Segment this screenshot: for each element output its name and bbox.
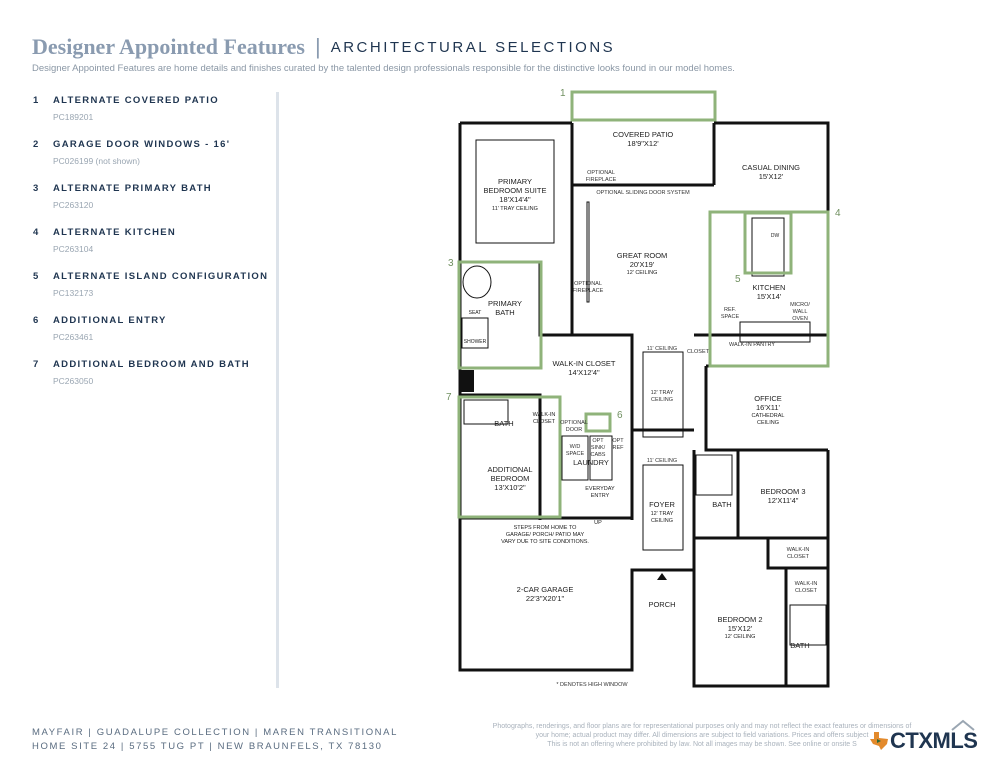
- divider-line: [276, 92, 279, 688]
- room-dims: 22'3"X20'1": [525, 594, 565, 603]
- room-name: LAUNDRY: [573, 458, 609, 467]
- micro-label: WALL: [792, 309, 808, 315]
- room-dims: 18'X14'4": [499, 195, 531, 204]
- room-name: GREAT ROOM: [616, 251, 668, 260]
- ref-label: REF.: [724, 307, 736, 313]
- fireplace-label: OPTIONAL: [574, 281, 602, 287]
- page-title: Designer Appointed Features: [32, 34, 305, 59]
- feature-item: [33, 183, 273, 227]
- steps-note: STEPS FROM HOME TO: [513, 525, 577, 531]
- room-name: KITCHEN: [752, 283, 786, 292]
- marker-label: 1: [560, 88, 566, 99]
- closet-label: CLOSET: [786, 554, 810, 560]
- disclaimer: [492, 722, 912, 749]
- feature-number: 3: [33, 183, 40, 194]
- room-ceiling: 12' CEILING: [724, 634, 756, 640]
- fireplace-label: OPTIONAL: [587, 170, 615, 176]
- marker-label: 6: [617, 410, 623, 421]
- steps-note: VARY DUE TO SITE CONDITIONS.: [501, 539, 589, 545]
- entry-label: EVERYDAY: [585, 486, 615, 492]
- feature-item: [33, 95, 273, 139]
- sink-label: OPT: [592, 438, 604, 444]
- ref-label: OPT: [612, 438, 624, 444]
- room-name: OFFICE: [754, 394, 782, 403]
- feature-code: PC132173: [53, 288, 94, 298]
- room-name: BATH: [712, 500, 732, 509]
- room-name: CASUAL DINING: [741, 163, 801, 172]
- page-subtitle: ARCHITECTURAL SELECTIONS: [330, 38, 616, 56]
- intro-text: Designer Appointed Features are home details and finishes curated by the talented design professionals responsible for the distinctive looks found in our model homes.: [32, 63, 735, 74]
- room-dims: 12'X11'4": [767, 496, 799, 505]
- feature-title: ALTERNATE KITCHEN: [53, 227, 177, 238]
- room-name: BEDROOM 3: [760, 487, 806, 496]
- room-dims: 20'X19': [629, 260, 655, 269]
- feature-code: PC263104: [53, 244, 94, 254]
- room-name: BATH: [790, 641, 810, 650]
- feature-code: PC189201: [53, 112, 94, 122]
- room-dims: 14'X12'4": [568, 368, 600, 377]
- wd-label: W/D: [569, 444, 581, 450]
- ref-label: SPACE: [720, 314, 740, 320]
- feature-number: 1: [33, 95, 40, 106]
- room-name: WALK-IN CLOSET: [552, 359, 616, 368]
- room-name: BEDROOM 2: [717, 615, 763, 624]
- footer-line: MAYFAIR | GUADALUPE COLLECTION | MAREN TRANSITIONAL: [32, 727, 398, 738]
- room-ceiling: 12' TRAY: [650, 511, 674, 517]
- sliding-door-label: OPTIONAL SLIDING DOOR SYSTEM: [596, 190, 690, 196]
- disclaimer-line: Photographs, renderings, and floor plans are for representational purposes only and may not reflect the exact features or dimensions of: [492, 723, 912, 730]
- feature-item: [33, 227, 273, 271]
- feature-title: ADDITIONAL BEDROOM AND BATH: [53, 359, 250, 370]
- house-icon: [950, 718, 976, 732]
- feature-code: PC263120: [53, 200, 94, 210]
- ctxmls-logo: [868, 728, 977, 754]
- footer-address: [32, 726, 398, 754]
- feature-list: [33, 95, 273, 403]
- ceiling-label: 11' CEILING: [646, 346, 678, 352]
- marker-label: 5: [735, 274, 741, 285]
- disclaimer-line: This is not an offering where prohibited by law. Not all images may be shown. See online or onsite S: [547, 741, 857, 748]
- steps-note: GARAGE/ PORCH/ PATIO MAY: [505, 532, 585, 538]
- closet-label: WALK-IN: [786, 547, 810, 553]
- room-name: BEDROOM SUITE: [483, 186, 547, 195]
- sink-label: CABS: [590, 452, 606, 458]
- closet-label: CLOSET: [686, 349, 710, 355]
- feature-number: 7: [33, 359, 40, 370]
- feature-title: ALTERNATE ISLAND CONFIGURATION: [53, 271, 269, 282]
- closet-label: WALK-IN: [794, 581, 818, 587]
- title-separator: |: [314, 34, 321, 59]
- room-name: 2-CAR GARAGE: [516, 585, 574, 594]
- room-name: ADDITIONAL: [487, 465, 533, 474]
- stairs-label: UP: [594, 520, 602, 526]
- room-ceiling: CEILING: [756, 420, 780, 426]
- room-dims: 15'X12': [727, 624, 753, 633]
- fireplace-label: FIREPLACE: [585, 177, 617, 183]
- room-ceiling: 12' CEILING: [626, 270, 658, 276]
- room-name: PORCH: [648, 600, 676, 609]
- feature-item: [33, 139, 273, 183]
- room-dims: 16'X11': [756, 403, 780, 412]
- high-window-note: * DENOTES HIGH WINDOW: [556, 682, 628, 688]
- feature-item: [33, 271, 273, 315]
- feature-item: [33, 315, 273, 359]
- sink-label: SINK/: [590, 445, 606, 451]
- room-dims: 13'X10'2": [494, 483, 526, 492]
- room-name: PRIMARY: [487, 299, 523, 308]
- room-ceiling: CATHEDRAL: [751, 413, 785, 419]
- floor-plan: [440, 85, 840, 695]
- feature-title: ALTERNATE COVERED PATIO: [53, 95, 219, 106]
- feature-code: PC263461: [53, 332, 94, 342]
- ceiling-label: 12' TRAY: [650, 390, 674, 396]
- ceiling-label: 11' CEILING: [646, 458, 678, 464]
- room-name: COVERED PATIO: [612, 130, 674, 139]
- marker-label: 3: [448, 258, 454, 269]
- pantry-label: WALK-IN PANTRY: [728, 342, 776, 348]
- wd-label: SPACE: [565, 451, 585, 457]
- door-label: DOOR: [565, 427, 583, 433]
- fireplace-label: FIREPLACE: [572, 288, 604, 294]
- room-name: BATH: [494, 419, 514, 428]
- room-name: BATH: [495, 308, 515, 317]
- feature-number: 5: [33, 271, 40, 282]
- closet-label: CLOSET: [532, 419, 556, 425]
- disclaimer-line: your home; actual product may differ. All dimensions are subject to field variations. Prices and offers subject: [535, 732, 869, 739]
- feature-number: 4: [33, 227, 40, 238]
- room-dims: 15'X14': [756, 292, 782, 301]
- room-name: FOYER: [649, 500, 675, 509]
- dw-label: DW: [770, 233, 780, 239]
- marker-label: 7: [446, 392, 452, 403]
- feature-item: [33, 359, 273, 403]
- room-dims: 18'9"X12': [627, 139, 659, 148]
- feature-number: 6: [33, 315, 40, 326]
- room-ceiling: 11' TRAY CEILING: [492, 206, 538, 212]
- entry-label: ENTRY: [590, 493, 610, 499]
- feature-code: PC263050: [53, 376, 94, 386]
- feature-code: PC026199 (not shown): [53, 156, 140, 166]
- marker-label: 4: [835, 208, 841, 219]
- room-ceiling: CEILING: [650, 518, 674, 524]
- seat-label: SEAT: [468, 310, 482, 316]
- room-name: BEDROOM: [490, 474, 530, 483]
- footer-line: HOME SITE 24 | 5755 TUG PT | NEW BRAUNFELS, TX 78130: [32, 741, 383, 752]
- texas-icon: [868, 730, 890, 752]
- feature-title: GARAGE DOOR WINDOWS - 16': [53, 139, 231, 150]
- ref-label: REF: [612, 445, 624, 451]
- room-name: PRIMARY: [497, 177, 533, 186]
- logo-text: CTXMLS: [890, 728, 978, 753]
- micro-label: OVEN: [792, 316, 808, 322]
- feature-number: 2: [33, 139, 40, 150]
- room-dims: 15'X12': [758, 172, 784, 181]
- feature-title: ADDITIONAL ENTRY: [53, 315, 167, 326]
- shower-label: SHOWER: [463, 339, 487, 345]
- closet-label: WALK-IN: [532, 412, 556, 418]
- page-header: [32, 34, 615, 60]
- feature-title: ALTERNATE PRIMARY BATH: [53, 183, 212, 194]
- closet-label: CLOSET: [794, 588, 818, 594]
- door-label: OPTIONAL: [560, 420, 588, 426]
- micro-label: MICRO/: [790, 302, 810, 308]
- ceiling-label: CEILING: [650, 397, 674, 403]
